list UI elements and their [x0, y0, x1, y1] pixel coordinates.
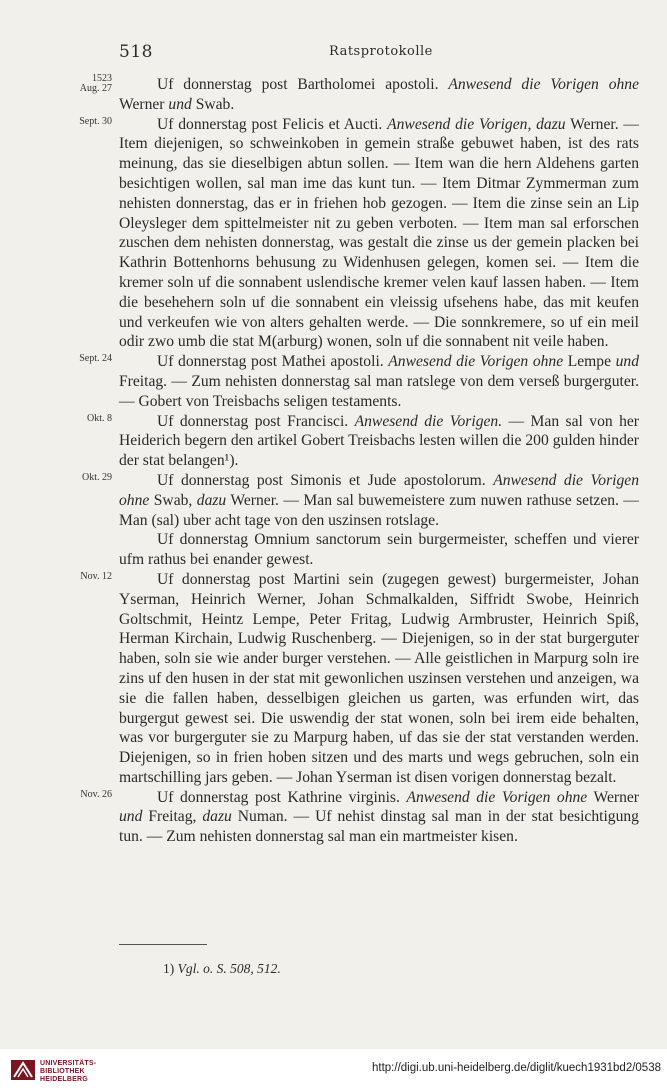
page-header — [0, 42, 667, 62]
italic-text: und — [168, 95, 192, 113]
entry-text: Werner — [587, 788, 639, 806]
margin-date — [22, 572, 112, 582]
margin-date — [22, 473, 112, 483]
italic-text: dazu — [202, 808, 232, 826]
margin-date-line: Okt. 29 — [82, 471, 112, 483]
protocol-entry — [87, 412, 640, 471]
italic-text: Anwesend die Vorigen, dazu — [387, 115, 566, 133]
entry-text: Swab, — [149, 491, 197, 509]
footnote-number: 1) — [163, 961, 175, 976]
protocol-entry — [79, 73, 640, 115]
entry-text: Uf donnerstag post Felicis et Aucti. — [157, 115, 388, 133]
margin-date — [22, 354, 112, 364]
margin-date-line: Okt. 8 — [87, 412, 112, 424]
protocol-entry — [82, 471, 639, 530]
italic-text: Anwesend die Vorigen ohne — [448, 76, 640, 93]
library-logo-icon — [10, 1057, 36, 1083]
italic-text: Anwesend die Vorigen ohne — [388, 353, 564, 371]
entry-text: Uf donnerstag post Kathrine virginis. — [157, 788, 407, 806]
margin-date-line: Aug. 27 — [79, 83, 112, 94]
italic-text: Anwesend die Vorigen ohne — [119, 471, 639, 509]
library-name-line: HEIDELBERG — [40, 1076, 88, 1083]
margin-date-line: Nov. 12 — [80, 570, 112, 582]
margin-date — [22, 414, 112, 424]
protocol-entry — [80, 788, 639, 847]
entry-text: Werner. — Item diejenigen, so schweinkoben in gemein straße gebuwet haben, ist des rats meinung, das sie dieselbigen abtun sollen. — Item wan die hern Aldehens garten besichtigen wollen, sal man ime das kunt tun. — Item Ditmar Zymmerman zum nehisten donnerstag, das er in friehen hob gezogen. — Item die zinse sein an Lip Oleysleger dem spittelmeister nit zu geben verboten. — Item man sal erforschen zuschen dem nehisten donnerstag, was gestalt die zinse us der gemein placken bei Kathrin Bottenhorns behusung zu Widenhusen gelegen, komen sei. — Item die kremer soln uf die sonnabent uslendische kremer velen kauf lassen haben. — Item die besehehern soln uf die sonnabent ein vleissig ufsehens habe, das mit keufen und verkeufen wie von alters gehalten werde. — Die sonnkremere, so uf ein meil odir zwo umb die stat M(arburg) wonen, soln uf die sonnabent nit veile haben. — [119, 115, 640, 351]
protocol-entry — [119, 530, 639, 570]
entry-text: Uf donnerstag post Simonis et Jude apostolorum. — [157, 471, 494, 489]
footnote-text: Vgl. o. S. 508, 512. — [177, 961, 281, 976]
entry-text: Uf donnerstag post Bartholomei apostoli. — [157, 76, 449, 93]
margin-date-line: Sept. 30 — [79, 115, 112, 127]
entry-text: Werner — [119, 95, 169, 113]
italic-text: dazu — [196, 491, 227, 509]
source-url-link[interactable]: http://digi.ub.uni-heidelberg.de/diglit/kuech1931bd2/0538 — [372, 1062, 661, 1074]
page-number: 518 — [119, 42, 153, 62]
entry-text: Uf donnerstag post Martini sein (zugegen gewest) burgermeister, Johan Yserman, Heinrich Werner, Johan Schmalkalden, Siffridt Swobe, Heinrich Goltschmit, Heintz Lempe, Peter Fritag, Ludwig Armbruster, Heinrich Spiß, Herman Kirchain, Ludwig Ruschenberg. — Diejenigen, so in der stat burgerguter haben, soln sie wie ander burger verstehen. — Alle geistlichen in Marpurg soln ire zins uf den husen in der stat mit gewonlichen uszinsen verstehen und anzeigen, wa sie die fallen haben, desselbigen gleichen us garten, was erfunden wirt, das burgergut gewest sei. Die uswendig der stat wonen, soln bei irem eide behalten, was vor burgerguter sie zu Marpurg haben, uf das sie der stat verstanden werden. Diejenigen, so in frien hoben sitzen und des marts und wegs gebruchen, soln ein martschilling jars geben. — Johan Yserman ist disen vorigen donnerstag bezalt. — [119, 570, 639, 786]
entry-text: Werner. — Man sal buwemeistere zum nuwen rathuse setzen. — Man (sal) uber acht tage von den uszinsen rotslage. — [119, 491, 639, 529]
entry-text: — Man sal von her Heiderich begern den artikel Gobert Treisbachs lesten willen die 200 gulden hinder der stat belangen¹). — [119, 412, 640, 470]
document-body — [79, 73, 640, 847]
library-name-line: BIBLIOTHEK — [40, 1068, 85, 1075]
entry-text: Numan. — Uf nehist dinstag sal man in der stat besichtigung tun. — Zum nehisten donnerstag sal man ein martmeister kisen. — [119, 808, 639, 846]
running-title: Ratsprotokolle — [329, 44, 433, 59]
entry-text: Uf donnerstag post Francisci. — [157, 412, 355, 430]
protocol-entry — [79, 115, 640, 353]
margin-date-line: Sept. 24 — [79, 353, 112, 365]
protocol-entry — [80, 570, 639, 788]
italic-text: und — [615, 353, 640, 371]
footer-bar — [0, 1049, 667, 1091]
margin-date — [22, 74, 112, 94]
italic-text: Anwesend die Vorigen. — [354, 412, 503, 430]
italic-text: und — [119, 808, 143, 826]
entry-text: Uf donnerstag post Mathei apostoli. — [157, 353, 389, 371]
entry-text: Freitag, — [142, 808, 203, 826]
margin-date-line: 1523 — [92, 73, 112, 84]
library-name — [40, 1060, 96, 1084]
margin-date — [22, 790, 112, 800]
protocol-entry — [79, 352, 640, 411]
margin-date — [22, 117, 112, 127]
library-name-line: UNIVERSITÄTS- — [40, 1060, 97, 1067]
italic-text: Anwesend die Vorigen ohne — [406, 788, 588, 806]
entry-text: Swab. — [191, 95, 235, 113]
entry-text: Uf donnerstag Omnium sanctorum sein burgermeister, scheffen und vierer ufm rathus bei enander gewest. — [119, 531, 639, 569]
entry-text: Freitag. — Zum nehisten donnerstag sal man ratslege von dem verseß burgerguter. — Gobert von Treisbachs seligen testaments. — [119, 372, 639, 410]
margin-date-line: Nov. 26 — [80, 788, 112, 800]
footnote-divider — [119, 944, 207, 945]
footnote — [163, 961, 281, 977]
entry-text: Lempe — [563, 353, 616, 371]
